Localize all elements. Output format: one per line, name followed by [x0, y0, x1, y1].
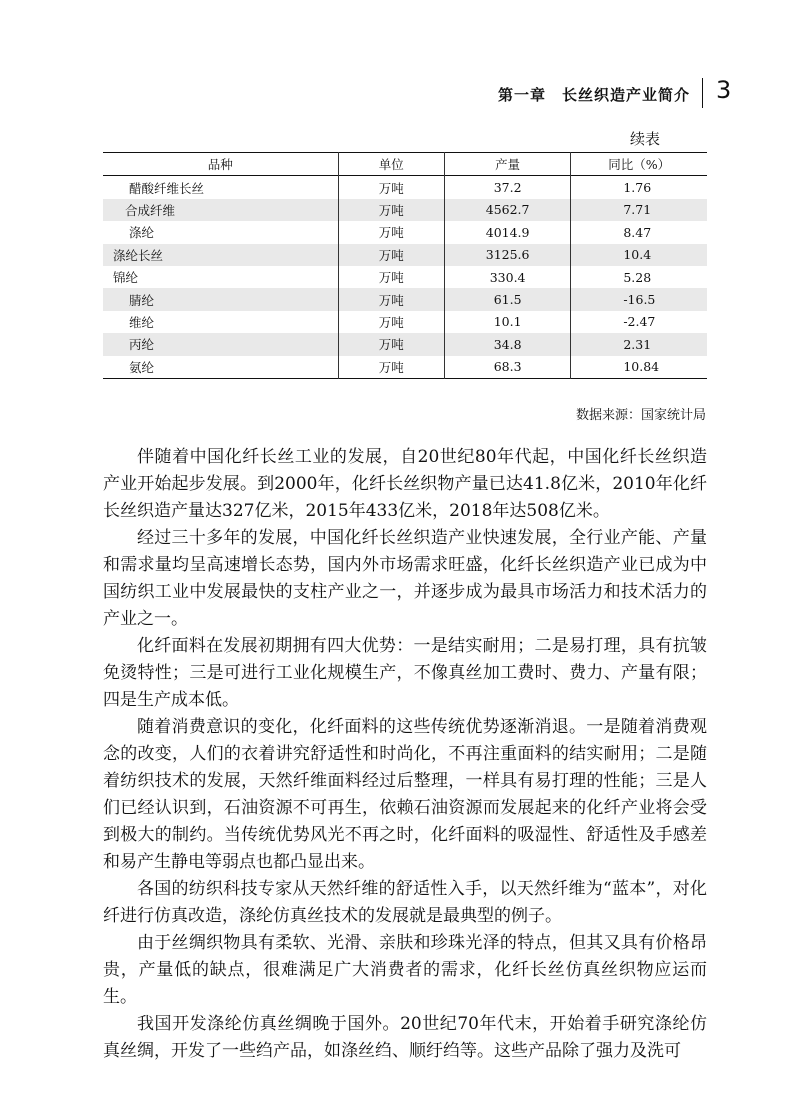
cell-unit: 万吨	[338, 288, 444, 310]
paragraph: 经过三十多年的发展，中国化纤长丝织造产业快速发展，全行业产能、产量和需求量均呈高速增长态势，国内外市场需求旺盛，化纤长丝织造产业已成为中国纺织工业中发展最快的支柱产业之一，并逐步成为最具市场活力和技术活力的产业之一。	[103, 528, 707, 629]
chapter-title: 第一章 长丝织造产业简介	[497, 86, 690, 104]
cell-unit: 万吨	[338, 311, 444, 333]
cell-variety: 涤纶	[129, 225, 155, 241]
column-header-output: 产量	[444, 153, 570, 176]
paragraph: 由于丝绸织物具有柔软、光滑、亲肤和珍珠光泽的特点，但其又具有价格昂贵，产量低的缺点，很难满足广大消费者的需求，化纤长丝仿真丝织物应运而生。	[103, 933, 707, 1007]
cell-yoy: -16.5	[571, 288, 707, 310]
table-row	[103, 221, 707, 243]
cell-yoy: 1.76	[571, 176, 707, 199]
table-source-note: 数据来源：国家统计局	[575, 408, 706, 423]
table-row	[103, 199, 707, 221]
table-row	[103, 176, 707, 199]
cell-variety: 丙纶	[129, 337, 155, 353]
cell-yoy: 2.31	[571, 333, 707, 355]
paragraph: 化纤面料在发展初期拥有四大优势：一是结实耐用；二是易打理，具有抗皱免烫特性；三是可进行工业化规模生产，不像真丝加工费时、费力、产量有限；四是生产成本低。	[103, 636, 707, 710]
column-header-unit: 单位	[338, 153, 444, 176]
cell-variety: 醋酸纤维长丝	[129, 180, 205, 196]
header-divider	[702, 78, 703, 108]
paragraph: 随着消费意识的变化，化纤面料的这些传统优势逐渐消退。一是随着消费观念的改变，人们的衣着讲究舒适性和时尚化，不再注重面料的结实耐用；二是随着纺织技术的发展，天然纤维面料经过后整理，一样具有易打理的性能；三是人们已经认识到，石油资源不可再生，依赖石油资源而发展起来的化纤产业将会受到极大的制约。当传统优势风光不再之时，化纤面料的吸湿性、舒适性及手感差和易产生静电等弱点也都凸显出来。	[103, 717, 707, 872]
cell-output: 61.5	[444, 288, 570, 310]
table-row	[103, 288, 707, 310]
cell-yoy: 10.84	[571, 356, 707, 379]
table-row	[103, 244, 707, 266]
table-continued-label: 续表	[630, 130, 661, 148]
cell-unit: 万吨	[338, 244, 444, 266]
page-number: 3	[716, 76, 732, 104]
cell-variety: 维纶	[129, 314, 155, 330]
cell-yoy: 10.4	[571, 244, 707, 266]
cell-yoy: 5.28	[571, 266, 707, 288]
cell-unit: 万吨	[338, 356, 444, 379]
running-header	[0, 78, 790, 108]
cell-unit: 万吨	[338, 333, 444, 355]
cell-output: 330.4	[444, 266, 570, 288]
cell-variety: 锦纶	[113, 270, 139, 286]
table-header-row	[103, 153, 707, 176]
column-header-yoy: 同比（%）	[571, 153, 707, 176]
cell-variety: 氨纶	[129, 359, 155, 375]
cell-variety: 合成纤维	[125, 202, 176, 218]
cell-yoy: 7.71	[571, 199, 707, 221]
cell-unit: 万吨	[338, 221, 444, 243]
cell-output: 10.1	[444, 311, 570, 333]
cell-unit: 万吨	[338, 176, 444, 199]
cell-unit: 万吨	[338, 199, 444, 221]
cell-output: 4562.7	[444, 199, 570, 221]
cell-yoy: 8.47	[571, 221, 707, 243]
table-row	[103, 356, 707, 379]
cell-output: 3125.6	[444, 244, 570, 266]
paragraph: 各国的纺织科技专家从天然纤维的舒适性入手，以天然纤维为“蓝本”，对化纤进行仿真改造，涤纶仿真丝技术的发展就是最典型的例子。	[103, 879, 707, 926]
cell-variety: 涤纶长丝	[113, 247, 164, 263]
table-row	[103, 266, 707, 288]
cell-variety: 腈纶	[129, 292, 155, 308]
cell-output: 34.8	[444, 333, 570, 355]
cell-unit: 万吨	[338, 266, 444, 288]
column-header-variety: 品种	[207, 157, 233, 173]
table-row	[103, 333, 707, 355]
cell-output: 68.3	[444, 356, 570, 379]
cell-output: 4014.9	[444, 221, 570, 243]
paragraph: 伴随着中国化纤长丝工业的发展，自20世纪80年代起，中国化纤长丝织造产业开始起步发展。到2000年，化纤长丝织物产量已达41.8亿米，2010年化纤长丝织造产量达327亿米，2015年433亿米，2018年达508亿米。	[103, 447, 707, 521]
paragraph: 我国开发涤纶仿真丝绸晚于国外。20世纪70年代末，开始着手研究涤纶仿真丝绸，开发了一些绉产品，如涤丝绉、顺纡绉等。这些产品除了强力及洗可	[103, 1014, 707, 1061]
table-row	[103, 311, 707, 333]
fiber-output-table	[103, 152, 707, 379]
cell-yoy: -2.47	[571, 311, 707, 333]
body-text	[103, 444, 707, 1065]
cell-output: 37.2	[444, 176, 570, 199]
